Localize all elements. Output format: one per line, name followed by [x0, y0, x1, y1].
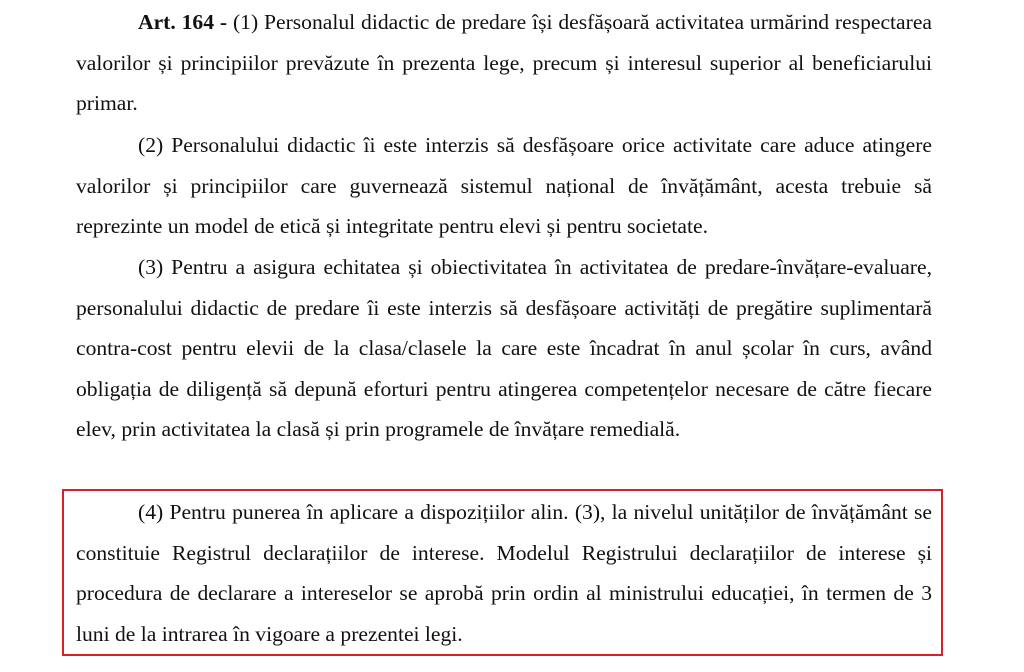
article-label: Art. 164 - — [138, 10, 228, 34]
highlight-box — [62, 489, 943, 656]
paragraph-2: (2) Personalului didactic îi este interzis să desfășoare orice activitate care aduce atingere valorilor și principiilor care guvernează sistemul național de învățământ, acesta trebuie să reprezinte un model de etică și integritate pentru elevi și pentru societate. — [76, 133, 932, 239]
paragraph-4: (4) Pentru punerea în aplicare a dispozițiilor alin. (3), la nivelul unităților de învățământ se constituie Registrul declarațiilor de interese. Modelul Registrului declarațiilor de interese și procedura de declarare a intereselor se aprobă prin ordin al ministrului educației, în termen de 3 luni de la intrarea în vigoare a prezentei legi. — [76, 500, 932, 646]
paragraph-1-text: (1) Personalul didactic de predare își desfășoară activitatea urmărind respectarea valorilor și principiilor prevăzute în prezenta lege, precum și interesul superior al beneficiarului primar. — [76, 10, 932, 116]
paragraph-1 — [76, 2, 932, 124]
paragraph-3: (3) Pentru a asigura echitatea și obiectivitatea în activitatea de predare-învățare-evaluare, personalului didactic de predare îi este interzis să desfășoare activități de pregătire suplimentară contra-cost pentru elevii de la clasa/clasele la care este încadrat în anul școlar în curs, având obligația de diligență să depună eforturi pentru atingerea competențelor necesare de către fiecare elev, prin activitatea la clasă și prin programele de învățare remedială. — [76, 255, 932, 442]
